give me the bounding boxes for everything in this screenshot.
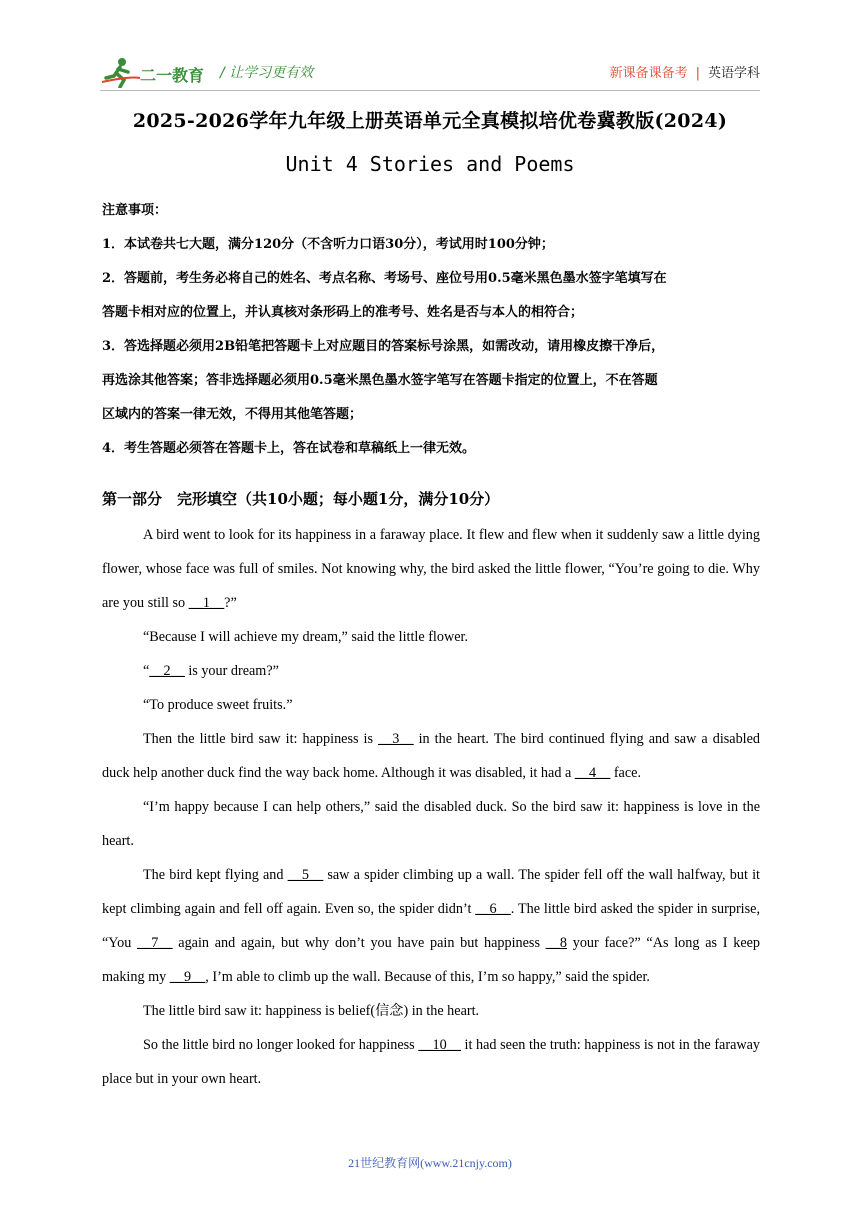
blank-1: __1__ (188, 595, 225, 611)
page-footer: 21世纪教育网(www.21cnjy.com) (348, 1156, 512, 1170)
blank-4: __4__ (574, 765, 611, 781)
text: , I’m able to climb up the wall. Because of this, I’m so happy,” said the spider. (205, 969, 650, 985)
text: face. (610, 765, 641, 781)
text: “I’m happy because I can help others,” said the disabled duck. So the bird saw it: happiness is love in the heart. (102, 799, 760, 849)
exam-notes (102, 194, 762, 466)
paragraph (102, 518, 760, 620)
header-separator: | (695, 66, 700, 81)
logo-text: 二一教育 (140, 66, 205, 85)
text: saw a spider climbing up a wall. The spider fell off the wall halfway, but it kept climbing again and fell off again. Even so, the spider didn’t (102, 867, 760, 917)
runner-logo-icon (100, 56, 210, 88)
text: The bird kept flying and (143, 867, 288, 883)
text: in the heart. The bird continued flying and saw a disabled duck help another duck find the way back home. Although it was disabled, it had a (102, 731, 761, 781)
notes-line: 2．答题前，考生务必将自己的姓名、考点名称、考场号、座位号用0.5毫米黑色墨水签字笔填写在 (102, 271, 667, 286)
unit-title: Unit 4 Stories and Poems (285, 152, 575, 176)
paragraph (102, 722, 760, 790)
notes-line: 4．考生答题必须答在答题卡上，答在试卷和草稿纸上一律无效。 (102, 441, 476, 456)
text: again and again, but why don’t you have pain but happiness (172, 935, 546, 951)
blank-7: __7__ (137, 935, 173, 951)
text: it had seen the truth: happiness is not in the faraway place but in your own heart. (102, 1037, 761, 1087)
text: The little bird saw it: happiness is belief(信念) in the heart. (143, 1003, 480, 1019)
blank-2: __2__ (149, 663, 185, 679)
text: is your dream?” (184, 663, 279, 679)
notes-line: 再选涂其他答案；答非选择题必须用0.5毫米黑色墨水签字笔写在答题卡指定的位置上，不在答题 (102, 373, 658, 388)
blank-5: __5__ (287, 867, 324, 883)
header-tag-prep: 新课备课备考 (609, 66, 688, 81)
notes-line: 答题卡相对应的位置上，并认真核对条形码上的准考号、姓名是否与本人的相符合； (102, 305, 584, 320)
paragraph (102, 620, 760, 654)
text: your face?” “As long as I keep making my (102, 935, 761, 985)
blank-9: __9__ (169, 969, 206, 985)
text: “To produce sweet fruits.” (143, 697, 293, 713)
paragraph (102, 688, 760, 722)
blank-3: __3__ (378, 731, 414, 747)
notes-line: 区域内的答案一律无效，不得用其他笔答题； (102, 407, 363, 422)
text: ?” (224, 595, 237, 611)
slogan: / 让学习更有效 (220, 65, 314, 81)
paragraph (102, 1028, 760, 1096)
page-header (100, 52, 760, 90)
notes-line: 3．答选择题必须用2B铅笔把答题卡上对应题目的答案标号涂黑，如需改动，请用橡皮擦干净后， (102, 339, 665, 354)
paragraph (102, 790, 760, 858)
exam-title: 2025-2026学年九年级上册英语单元全真模拟培优卷冀教版(2024) (132, 110, 728, 132)
notes-line: 1．本试卷共七大题，满分120分（不含听力口语30分），考试用时100分钟； (102, 237, 554, 252)
cloze-passage (102, 518, 760, 1096)
paragraph (102, 994, 760, 1028)
text: A bird went to look for its happiness in a faraway place. It flew and flew when it suddenly saw a little dying flower, whose face was full of smiles. Not knowing why, the bird asked the little flower, “You’re going to die. Why are you still so (102, 527, 760, 611)
section-title: 第一部分 完形填空（共10小题；每小题1分，满分10分） (102, 490, 500, 508)
header-tag-subject: 英语学科 (707, 66, 760, 81)
site-logo (100, 56, 210, 88)
blank-6: __6__ (475, 901, 511, 917)
blank-10: __10__ (418, 1037, 461, 1053)
blank-8: __8 (545, 935, 567, 951)
text: Then the little bird saw it: happiness is (143, 731, 379, 747)
header-right (610, 62, 760, 81)
text: So the little bird no longer looked for happiness (143, 1037, 419, 1053)
text: . The little bird asked the spider in surprise, “You (102, 901, 760, 951)
paragraph (102, 858, 760, 994)
text: “ (143, 663, 150, 679)
header-divider (100, 90, 760, 91)
paragraph (102, 654, 760, 688)
text: “Because I will achieve my dream,” said the little flower. (143, 629, 469, 645)
notes-heading: 注意事项： (102, 203, 168, 218)
